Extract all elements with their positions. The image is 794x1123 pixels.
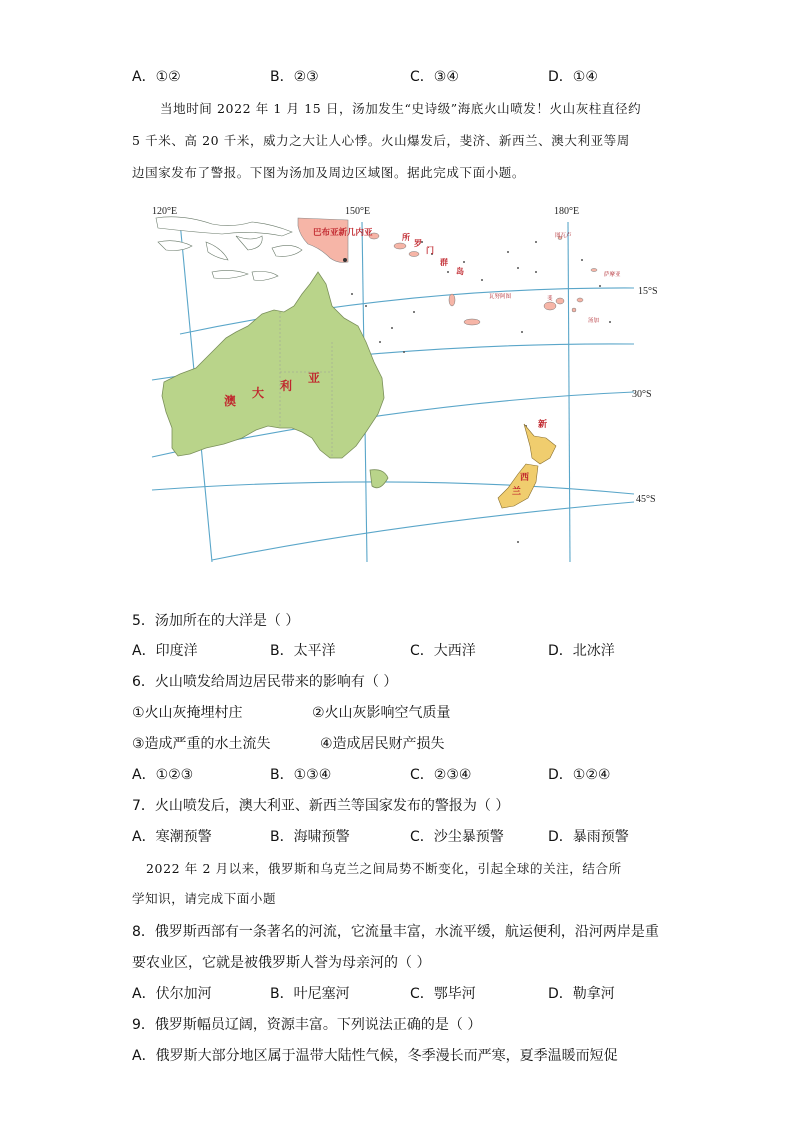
q6-item-1: ①火山灰掩埋村庄 (132, 705, 243, 721)
australia-label-2: 大 (252, 386, 265, 400)
tuvalu-label: 图瓦卢 (555, 233, 572, 239)
q7-option-a[interactable]: A．寒潮预警 (132, 829, 212, 845)
lat-15-label: 15°S (638, 286, 658, 297)
q6-item-3: ③造成严重的水土流失 (132, 736, 271, 752)
australia-label-3: 利 (280, 379, 293, 393)
nz-label-2: 西 (520, 473, 530, 483)
solomon-label-1: 所 (402, 233, 410, 242)
intro1-line2: 5 千米、高 20 千米，威力之大让人心悸。火山爆发后，斐济、新西兰、澳大利亚等周 (132, 133, 630, 148)
lon-120-label: 120°E (152, 206, 178, 217)
q8-option-d[interactable]: D．勒拿河 (548, 986, 615, 1002)
lat-30-label: 30°S (632, 389, 652, 400)
q6-option-c[interactable]: C．②③④ (410, 767, 472, 783)
q5-option-d[interactable]: D．北冰洋 (548, 643, 615, 659)
q5-option-b[interactable]: B．太平洋 (270, 643, 336, 659)
q5-option-c[interactable]: C．大西洋 (410, 643, 476, 659)
q8-option-b[interactable]: B．叶尼塞河 (270, 986, 350, 1002)
tonga-region-map (152, 202, 658, 562)
png-label: 巴布亚新几内亚 (313, 228, 373, 238)
solomon-label-2: 罗 (414, 239, 422, 248)
solomon-label-5: 岛 (456, 267, 464, 276)
q6-item-4: ④造成居民财产损失 (320, 736, 445, 752)
australia-label-1: 澳 (224, 394, 237, 408)
solomon-label-4: 群 (440, 258, 448, 267)
q9-option-a[interactable]: A．俄罗斯大部分地区属于温带大陆性气候，冬季漫长而严寒，夏季温暖而短促 (132, 1048, 618, 1064)
samoa-label: 萨摩亚 (604, 272, 621, 278)
q5-options (132, 640, 692, 660)
q8-stem-line1: 8．俄罗斯西部有一条著名的河流，它流量丰富，水流平缓，航运便利，沿河两岸是重 (132, 924, 659, 940)
q5-option-a[interactable]: A．印度洋 (132, 643, 198, 659)
intro1-line1: 当地时间 2022 年 1 月 15 日，汤加发生“史诗级”海底火山喷发！火山灰柱直径约 (160, 101, 642, 116)
q9-stem: 9．俄罗斯幅员辽阔，资源丰富。下列说法正确的是（ ） (132, 1017, 482, 1033)
q8-options (132, 983, 692, 1003)
q6-option-d[interactable]: D．①②④ (548, 767, 611, 783)
port-moresby-dot (343, 258, 347, 262)
tonga-label: 汤加 (588, 318, 600, 324)
q5-stem: 5．汤加所在的大洋是（ ） (132, 613, 300, 629)
q7-option-b[interactable]: B．海啸预警 (270, 829, 350, 845)
q7-option-d[interactable]: D．暴雨预警 (548, 829, 629, 845)
q8-option-a[interactable]: A．伏尔加河 (132, 986, 212, 1002)
australia-label-4: 亚 (308, 371, 321, 385)
lon-180-label: 180°E (554, 206, 580, 217)
q4-option-a[interactable]: A．①② (132, 69, 181, 85)
solomon-label-3: 门 (426, 246, 434, 255)
q6-options (132, 764, 692, 784)
q4-option-b[interactable]: B．②③ (270, 69, 319, 85)
q7-options (132, 826, 692, 846)
intro2-line2: 学知识，请完成下面小题 (132, 891, 277, 906)
nz-label-1: 新 (538, 420, 548, 430)
nz-label-3: 兰 (512, 487, 522, 497)
q6-stem: 6．火山喷发给周边居民带来的影响有（ ） (132, 674, 398, 690)
q6-item-2: ②火山灰影响空气质量 (312, 705, 451, 721)
fiji-label: 斐 (547, 296, 553, 302)
intro1-line3: 边国家发布了警报。下图为汤加及周边区域图。据此完成下面小题。 (132, 165, 526, 180)
lat-45-label: 45°S (636, 494, 656, 505)
q7-stem: 7．火山喷发后，澳大利亚、新西兰等国家发布的警报为（ ） (132, 798, 510, 814)
intro2-line1: 2022 年 2 月以来，俄罗斯和乌克兰之间局势不断变化，引起全球的关注，结合所 (146, 861, 622, 876)
lon-150-label: 150°E (345, 206, 371, 217)
q8-stem-line2: 要农业区，它就是被俄罗斯人誉为母亲河的（ ） (132, 955, 431, 971)
q4-option-c[interactable]: C．③④ (410, 69, 459, 85)
vanuatu-label: 瓦努阿图 (489, 294, 512, 300)
q6-option-a[interactable]: A．①②③ (132, 767, 194, 783)
q4-option-d[interactable]: D．①④ (548, 69, 598, 85)
q6-option-b[interactable]: B．①③④ (270, 767, 332, 783)
q7-option-c[interactable]: C．沙尘暴预警 (410, 829, 504, 845)
q8-option-c[interactable]: C．鄂毕河 (410, 986, 476, 1002)
q4-options (132, 66, 692, 86)
map-svg (152, 202, 658, 562)
